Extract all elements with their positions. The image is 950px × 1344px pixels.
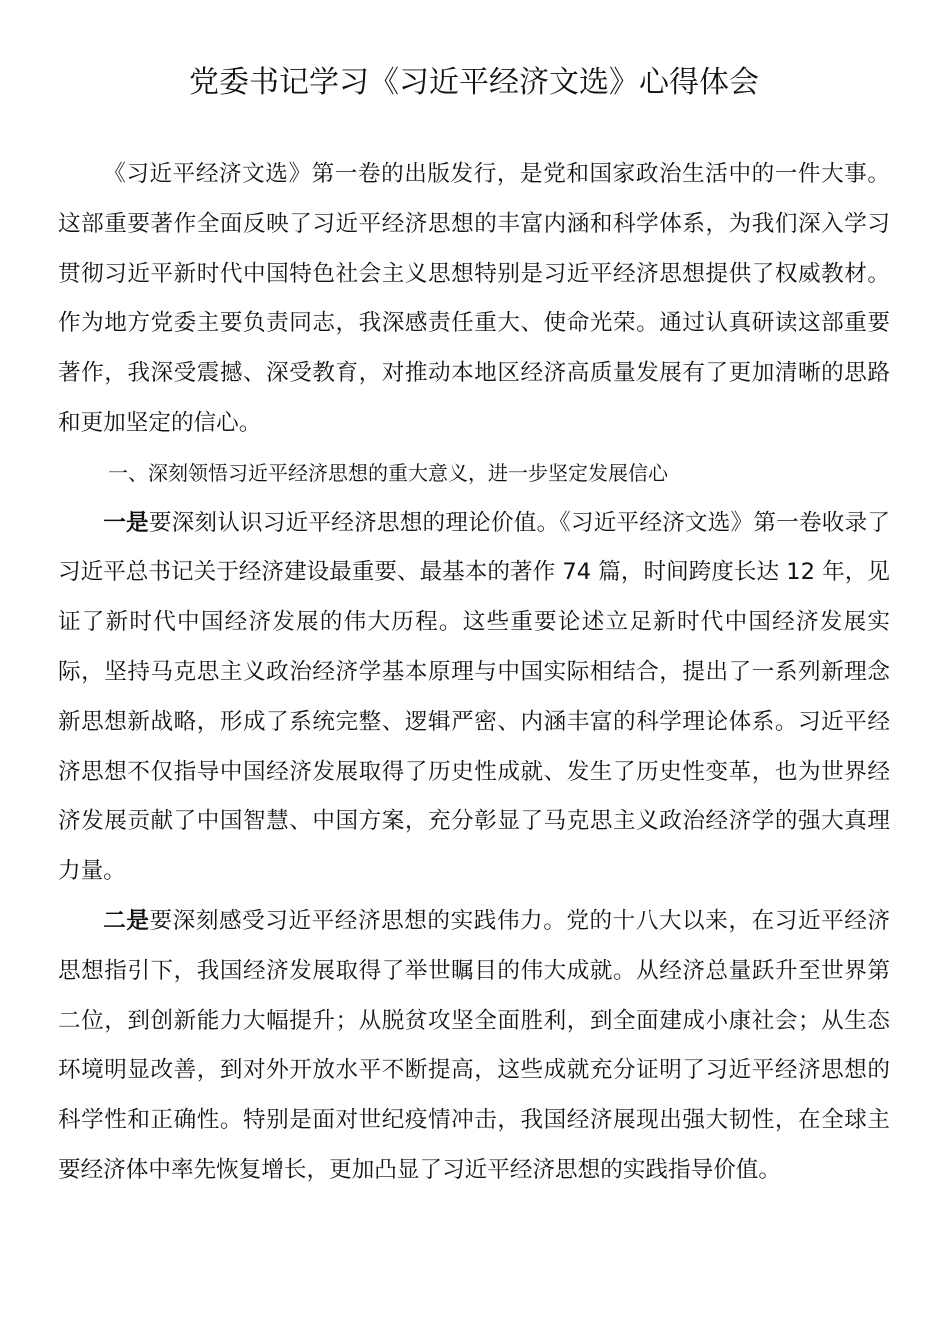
point-one-lead: 一是	[103, 509, 149, 536]
point-two-paragraph	[58, 897, 890, 1196]
point-one-text: 要深刻认识习近平经济思想的理论价值。《习近平经济文选》第一卷收录了习近平总书记关于经济建设最重要、最基本的著作 74 篇，时间跨度长达 12 年，见证了新时代中国经济发展的伟大历程。这些重要论述立足新时代中国经济发展实际，坚持马克思主义政治经济学基本原理与中国实际相结合，提出了一系列新理念新思想新战略，形成了系统完整、逻辑严密、内涵丰富的科学理论体系。习近平经济思想不仅指导中国经济发展取得了历史性成就、发生了历史性变革，也为世界经济发展贡献了中国智慧、中国方案，充分彰显了马克思主义政治经济学的强大真理力量。	[58, 509, 891, 885]
point-two-text: 要深刻感受习近平经济思想的实践伟力。党的十八大以来，在习近平经济思想指引下，我国经济发展取得了举世瞩目的伟大成就。从经济总量跃升至世界第二位，到创新能力大幅提升；从脱贫攻坚全面胜利，到全面建成小康社会；从生态环境明显改善，到对外开放水平不断提高，这些成就充分证明了习近平经济思想的科学性和正确性。特别是面对世纪疫情冲击，我国经济展现出强大韧性，在全球主要经济体中率先恢复增长，更加凸显了习近平经济思想的实践指导价值。	[58, 907, 891, 1183]
point-two-lead: 二是	[103, 907, 150, 934]
section-heading: 一、深刻领悟习近平经济思想的重大意义，进一步坚定发展信心	[108, 460, 668, 485]
intro-paragraph: 《习近平经济文选》第一卷的出版发行，是党和国家政治生活中的一件大事。这部重要著作全面反映了习近平经济思想的丰富内涵和科学体系，为我们深入学习贯彻习近平新时代中国特色社会主义思想特别是习近平经济思想提供了权威教材。作为地方党委主要负责同志，我深感责任重大、使命光荣。通过认真研读这部重要著作，我深受震撼、深受教育，对推动本地区经济高质量发展有了更加清晰的思路和更加坚定的信心。	[58, 161, 890, 436]
document-title: 党委书记学习《习近平经济文选》心得体会	[189, 65, 759, 100]
document-page	[58, 58, 890, 1196]
point-one-paragraph	[58, 499, 890, 897]
